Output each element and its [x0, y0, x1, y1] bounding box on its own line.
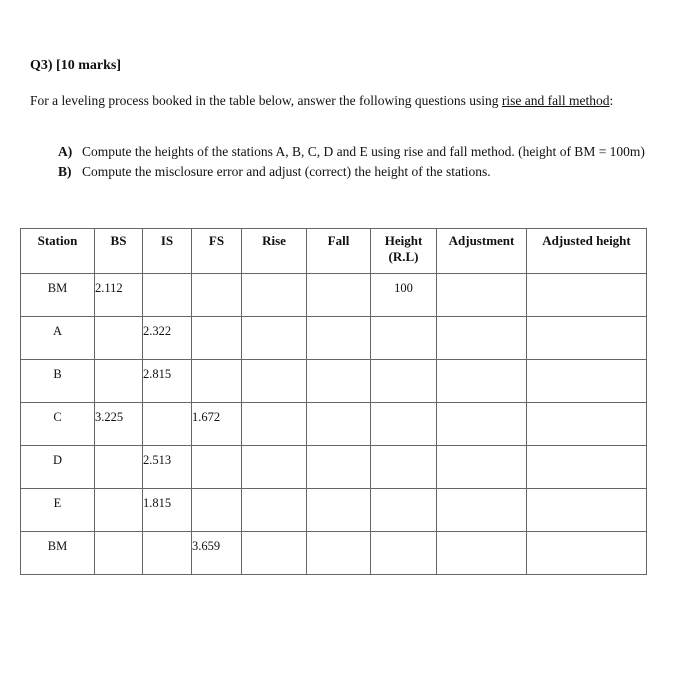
header-rise: Rise — [242, 229, 307, 274]
cell-adjustment — [437, 489, 527, 532]
question-parts — [58, 143, 648, 183]
cell-adjustment — [437, 360, 527, 403]
cell-fall — [307, 360, 371, 403]
cell-rise — [242, 274, 307, 317]
table-row — [21, 317, 647, 360]
cell-adjustment — [437, 274, 527, 317]
cell-fall — [307, 403, 371, 446]
header-fs: FS — [192, 229, 242, 274]
cell-height — [371, 360, 437, 403]
cell-adjusted-height — [527, 446, 647, 489]
header-fall: Fall — [307, 229, 371, 274]
cell-station: A — [21, 317, 95, 360]
cell-adjustment — [437, 446, 527, 489]
question-intro — [30, 91, 640, 110]
intro-method-link: rise and fall method — [501, 93, 610, 108]
cell-adjusted-height — [527, 532, 647, 575]
question-title: Q3) [10 marks] — [30, 58, 121, 73]
cell-fall — [307, 446, 371, 489]
cell-fall — [307, 532, 371, 575]
header-height-line2: (R.L) — [388, 249, 419, 264]
cell-is — [143, 403, 192, 446]
cell-station: BM — [21, 274, 95, 317]
cell-adjusted-height — [527, 317, 647, 360]
cell-is — [143, 274, 192, 317]
table-row — [21, 446, 647, 489]
cell-station: E — [21, 489, 95, 532]
part-a-label: A) — [58, 144, 73, 159]
cell-bs — [95, 317, 143, 360]
cell-fs — [192, 274, 242, 317]
cell-height — [371, 317, 437, 360]
cell-rise — [242, 489, 307, 532]
cell-adjusted-height — [527, 274, 647, 317]
cell-is: 2.815 — [143, 360, 192, 403]
cell-rise — [242, 360, 307, 403]
cell-fs — [192, 317, 242, 360]
cell-station: B — [21, 360, 95, 403]
cell-rise — [242, 317, 307, 360]
part-b — [58, 163, 648, 180]
cell-is: 2.513 — [143, 446, 192, 489]
header-height — [371, 229, 437, 274]
table-row — [21, 403, 647, 446]
cell-bs — [95, 360, 143, 403]
header-is: IS — [143, 229, 192, 274]
intro-text: For a leveling process booked in the table below, answer the following questions using — [30, 93, 502, 108]
cell-bs — [95, 489, 143, 532]
cell-bs: 2.112 — [95, 274, 143, 317]
cell-height — [371, 489, 437, 532]
cell-fall — [307, 317, 371, 360]
cell-rise — [242, 446, 307, 489]
table-row — [21, 489, 647, 532]
table-row — [21, 532, 647, 575]
cell-station: BM — [21, 532, 95, 575]
cell-is: 1.815 — [143, 489, 192, 532]
cell-bs — [95, 446, 143, 489]
header-station: Station — [21, 229, 95, 274]
cell-adjustment — [437, 403, 527, 446]
cell-fs — [192, 360, 242, 403]
header-adjusted-height: Adjusted height — [527, 229, 647, 274]
cell-station: D — [21, 446, 95, 489]
cell-is — [143, 532, 192, 575]
cell-adjusted-height — [527, 403, 647, 446]
part-a — [58, 143, 648, 160]
table-header-row — [21, 229, 647, 274]
cell-rise — [242, 532, 307, 575]
cell-fs — [192, 446, 242, 489]
intro-suffix: : — [609, 93, 614, 108]
cell-rise — [242, 403, 307, 446]
part-b-text: Compute the misclosure error and adjust (correct) the height of the stations. — [82, 164, 491, 179]
cell-height — [371, 532, 437, 575]
cell-height — [371, 446, 437, 489]
cell-fs: 1.672 — [192, 403, 242, 446]
cell-fall — [307, 274, 371, 317]
cell-adjusted-height — [527, 360, 647, 403]
header-adjustment: Adjustment — [437, 229, 527, 274]
cell-bs — [95, 532, 143, 575]
header-height-line1: Height — [384, 233, 423, 248]
cell-height — [371, 403, 437, 446]
cell-fall — [307, 489, 371, 532]
cell-fs — [192, 489, 242, 532]
cell-adjustment — [437, 532, 527, 575]
cell-fs: 3.659 — [192, 532, 242, 575]
cell-adjusted-height — [527, 489, 647, 532]
header-bs: BS — [95, 229, 143, 274]
part-a-text: Compute the heights of the stations A, B, C, D and E using rise and fall method. (height of BM = 100m) — [82, 144, 645, 159]
table-row — [21, 360, 647, 403]
cell-bs: 3.225 — [95, 403, 143, 446]
table-row — [21, 274, 647, 317]
cell-adjustment — [437, 317, 527, 360]
cell-is: 2.322 — [143, 317, 192, 360]
cell-height: 100 — [371, 274, 437, 317]
cell-station: C — [21, 403, 95, 446]
part-b-label: B) — [58, 164, 72, 179]
leveling-table — [20, 228, 647, 575]
